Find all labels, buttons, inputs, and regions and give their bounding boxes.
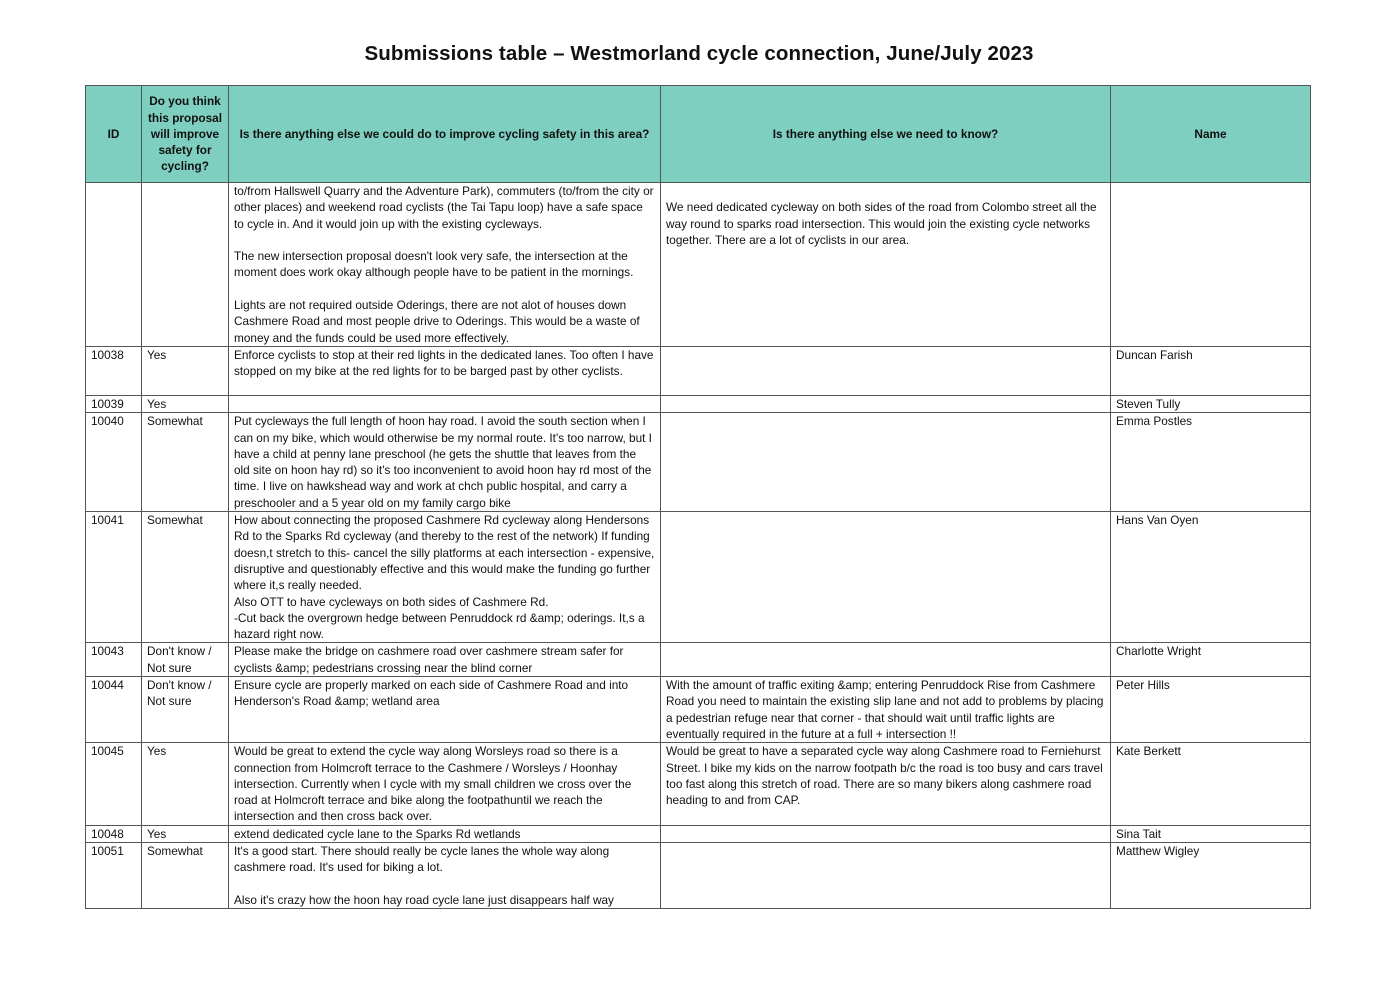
cell-improve: Somewhat	[142, 413, 229, 512]
cell-need-to-know	[661, 825, 1111, 842]
cell-improve	[142, 183, 229, 347]
cell-id: 10038	[86, 346, 142, 395]
cell-anything-else: How about connecting the proposed Cashmere Rd cycleway along Hendersons Rd to the Sparks Rd cycleway (and thereby to the rest of the network) If funding doesn,t stretch to this- cancel the silly platforms at each intersection - expensive, disruptive and questionably effective and this would make the funding go further where it,s really needed. Also OTT to have cycleways on both sides of Cashmere Rd. -Cut back the overgrown hedge between Penruddock rd &amp; oderings. It,s a hazard right now.	[229, 512, 661, 643]
cell-need-to-know: Would be great to have a separated cycle way along Cashmere road to Ferniehurst Street. I bike my kids on the narrow footpath b/c the road is too busy and cars travel too fast along this stretch of road. There are so many bikers along cashmere road heading to and from CAP.	[661, 743, 1111, 825]
cell-name: Matthew Wigley	[1111, 842, 1311, 908]
table-row	[86, 825, 1311, 842]
cell-id	[86, 183, 142, 347]
header-name: Name	[1111, 86, 1311, 183]
cell-name: Steven Tully	[1111, 395, 1311, 412]
table-row	[86, 677, 1311, 743]
cell-name	[1111, 183, 1311, 347]
cell-name: Sina Tait	[1111, 825, 1311, 842]
cell-improve: Somewhat	[142, 512, 229, 643]
cell-need-to-know	[661, 346, 1111, 395]
header-need-to-know: Is there anything else we need to know?	[661, 86, 1111, 183]
cell-name: Charlotte Wright	[1111, 643, 1311, 677]
cell-id: 10045	[86, 743, 142, 825]
cell-improve: Yes	[142, 825, 229, 842]
header-id: ID	[86, 86, 142, 183]
cell-anything-else: Would be great to extend the cycle way along Worsleys road so there is a connection from Holmcroft terrace to the Cashmere / Worsleys / Hoonhay intersection. Currently when I cycle with my small children we cross over the road at Holmcroft terrace and bike along the footpathuntil we reach the intersection and then cross back over.	[229, 743, 661, 825]
cell-anything-else: extend dedicated cycle lane to the Sparks Rd wetlands	[229, 825, 661, 842]
cell-anything-else: It's a good start. There should really be cycle lanes the whole way along cashmere road. It's used for biking a lot. Also it's crazy how the hoon hay road cycle lane just disappears half way	[229, 842, 661, 908]
submissions-table	[85, 85, 1311, 909]
cell-name: Kate Berkett	[1111, 743, 1311, 825]
cell-name: Duncan Farish	[1111, 346, 1311, 395]
cell-improve: Don't know / Not sure	[142, 643, 229, 677]
cell-id: 10039	[86, 395, 142, 412]
cell-anything-else: Enforce cyclists to stop at their red lights in the dedicated lanes. Too often I have stopped on my bike at the red lights for to be barged past by other cyclists.	[229, 346, 661, 395]
cell-anything-else: to/from Hallswell Quarry and the Adventure Park), commuters (to/from the city or other places) and weekend road cyclists (the Tai Tapu loop) have a safe space to cycle in. And it would join up with the existing cycleways. The new intersection proposal doesn't look very safe, the intersection at the moment does work okay although people have to be patient in the mornings. Lights are not required outside Oderings, there are not alot of houses down Cashmere Road and most people drive to Oderings. This would be a waste of money and the funds could be used more effectively.	[229, 183, 661, 347]
cell-need-to-know	[661, 395, 1111, 412]
cell-improve: Yes	[142, 743, 229, 825]
cell-need-to-know	[661, 842, 1111, 908]
table-row	[86, 395, 1311, 412]
cell-need-to-know	[661, 512, 1111, 643]
cell-name: Emma Postles	[1111, 413, 1311, 512]
table-row	[86, 512, 1311, 643]
header-anything-else: Is there anything else we could do to improve cycling safety in this area?	[229, 86, 661, 183]
table-row	[86, 842, 1311, 908]
table-row	[86, 183, 1311, 347]
cell-improve: Yes	[142, 395, 229, 412]
cell-id: 10041	[86, 512, 142, 643]
table-row	[86, 643, 1311, 677]
cell-id: 10048	[86, 825, 142, 842]
table-row	[86, 413, 1311, 512]
table-row	[86, 346, 1311, 395]
header-improve-safety: Do you think this proposal will improve safety for cycling?	[142, 86, 229, 183]
cell-anything-else	[229, 395, 661, 412]
cell-need-to-know: With the amount of traffic exiting &amp; entering Penruddock Rise from Cashmere Road you need to maintain the existing slip lane and not add to problems by placing a pedestrian refuge near that corner - that should wait until traffic lights are eventually required in the future at a full + intersection !!	[661, 677, 1111, 743]
cell-improve: Yes	[142, 346, 229, 395]
cell-need-to-know: We need dedicated cycleway on both sides of the road from Colombo street all the way round to sparks road intersection. This would join the existing cycle networks together. There are a lot of cyclists in our area.	[661, 183, 1111, 347]
cell-need-to-know	[661, 643, 1111, 677]
cell-id: 10044	[86, 677, 142, 743]
cell-anything-else: Please make the bridge on cashmere road over cashmere stream safer for cyclists &amp; pedestrians crossing near the blind corner	[229, 643, 661, 677]
cell-anything-else: Ensure cycle are properly marked on each side of Cashmere Road and into Henderson's Road &amp; wetland area	[229, 677, 661, 743]
cell-name: Hans Van Oyen	[1111, 512, 1311, 643]
cell-need-to-know	[661, 413, 1111, 512]
header-row	[86, 86, 1311, 183]
table-row	[86, 743, 1311, 825]
cell-name: Peter Hills	[1111, 677, 1311, 743]
cell-id: 10040	[86, 413, 142, 512]
cell-id: 10051	[86, 842, 142, 908]
cell-anything-else: Put cycleways the full length of hoon hay road. I avoid the south section when I can on my bike, which would otherwise be my normal route. It's too narrow, but I have a child at penny lane preschool (he gets the shuttle that leaves from the old site on hoon hay rd) so it's too inconvenient to avoid hoon hay rd most of the time. I live on hawkshead way and work at chch public hospital, and carry a preschooler and a 5 year old on my family cargo bike	[229, 413, 661, 512]
cell-improve: Don't know / Not sure	[142, 677, 229, 743]
cell-improve: Somewhat	[142, 842, 229, 908]
cell-id: 10043	[86, 643, 142, 677]
page-title: Submissions table – Westmorland cycle connection, June/July 2023	[364, 42, 1034, 65]
